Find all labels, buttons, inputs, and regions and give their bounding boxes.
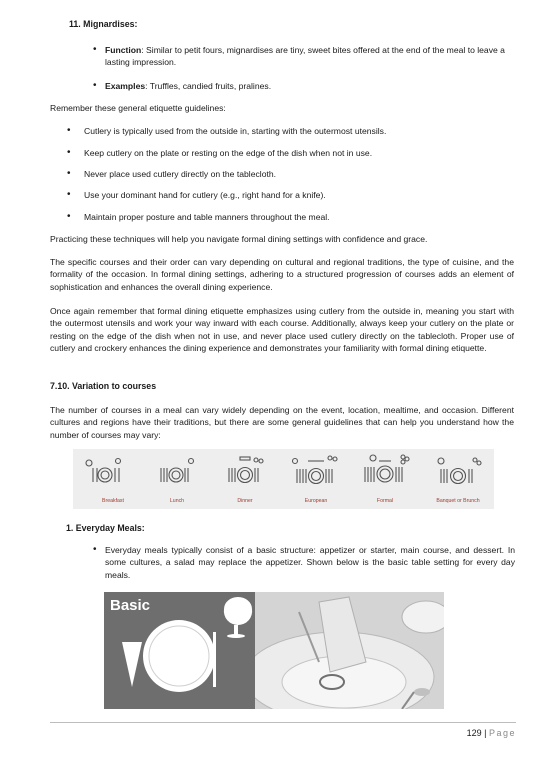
guideline-text: Use your dominant hand for cutlery (e.g., right hand for a knife). <box>84 190 326 200</box>
guideline-item <box>67 189 514 201</box>
everyday-meals-text: Everyday meals typically consist of a basic structure: appetizer or starter, main course, and dessert. In some cultures, a salad may replace the appetizer. Shown below is the basic table setting for every day meals. <box>105 545 515 580</box>
european-setting-icon <box>293 456 338 484</box>
section-heading: 7.10. Variation to courses <box>50 381 157 391</box>
caption-breakfast: Breakfast <box>102 498 124 504</box>
page-footer <box>410 727 516 739</box>
banquet-setting-icon <box>438 458 481 484</box>
etiquette-paragraph: Once again remember that formal dining etiquette emphasizes using cutlery from the outside in, meaning you start with the outermost utensils and work your way inward with each course. Additionally, always keep your cutlery on the plate or resting on the edge of the dish when not in use, and never place used cutlery directly on the tablecloth. Proper use of cutlery and crockery enhances the dining experience and demonstrates your familiarity with formal dining etiquette. <box>50 306 514 354</box>
guideline-item <box>67 125 514 137</box>
examples-label: Examples <box>105 81 146 91</box>
basic-setting-diagram <box>104 592 255 709</box>
guidelines-intro: Remember these general etiquette guidelines: <box>50 103 226 113</box>
courses-paragraph: The specific courses and their order can vary depending on cultural and regional traditions, the type of cuisine, and the formality of the occasion. In formal dining settings, adhering to a structured progression of courses adds an element of sophistication and enhances the overall dining experience. <box>50 257 514 292</box>
everyday-meals-heading: 1. Everyday Meals: <box>66 523 145 533</box>
guideline-text: Maintain proper posture and table manners throughout the meal. <box>84 212 330 222</box>
caption-formal: Formal <box>376 498 394 504</box>
bullet-dot: • <box>67 189 71 200</box>
caption-banquet: Banquet or Brunch <box>436 498 480 504</box>
bullet-dot: • <box>67 125 71 136</box>
guideline-item <box>67 168 514 180</box>
function-label: Function <box>105 45 142 55</box>
guideline-text: Never place used cutlery directly on the tablecloth. <box>84 169 277 179</box>
mignardises-heading: 11. Mignardises: <box>69 19 138 29</box>
guideline-item <box>67 211 514 223</box>
practice-paragraph: Practicing these techniques will help you navigate formal dining settings with confidence and grace. <box>50 234 428 244</box>
function-text: : Similar to petit fours, mignardises are tiny, sweet bites offered at the end of the meal to leave a lasting impression. <box>105 45 505 68</box>
examples-bullet <box>93 80 515 92</box>
caption-european: European <box>304 498 328 504</box>
everyday-meals-bullet <box>93 544 515 581</box>
guideline-item <box>67 147 514 159</box>
footer-rule <box>50 722 516 723</box>
breakfast-setting-icon <box>86 459 121 483</box>
bullet-dot: • <box>93 544 97 555</box>
bullet-dot: • <box>67 168 71 179</box>
page-word: Page <box>488 728 516 738</box>
dinner-setting-icon <box>229 457 263 483</box>
bullet-dot: • <box>93 44 97 55</box>
examples-text: : Truffles, candied fruits, pralines. <box>145 81 272 91</box>
bullet-dot: • <box>93 80 97 91</box>
formal-setting-icon <box>365 455 409 482</box>
lunch-setting-icon <box>161 459 194 483</box>
page-separator: | <box>484 728 487 738</box>
function-bullet <box>93 44 515 69</box>
caption-lunch: Lunch <box>169 498 185 504</box>
bullet-dot: • <box>67 147 71 158</box>
bullet-dot: • <box>67 211 71 222</box>
page-number: 129 <box>466 728 482 738</box>
table-settings-figure <box>73 449 494 509</box>
caption-dinner: Dinner <box>237 498 253 504</box>
guideline-text: Keep cutlery on the plate or resting on the edge of the dish when not in use. <box>84 148 373 158</box>
section-intro: The number of courses in a meal can vary widely depending on the event, location, mealtime, and occasion. Different cultures and regions have their traditions, but there are some general guidelines that can help you understand how the number of courses may vary: <box>50 405 514 440</box>
guideline-text: Cutlery is typically used from the outside in, starting with the outermost utensils. <box>84 126 387 136</box>
basic-label: Basic <box>110 597 151 614</box>
